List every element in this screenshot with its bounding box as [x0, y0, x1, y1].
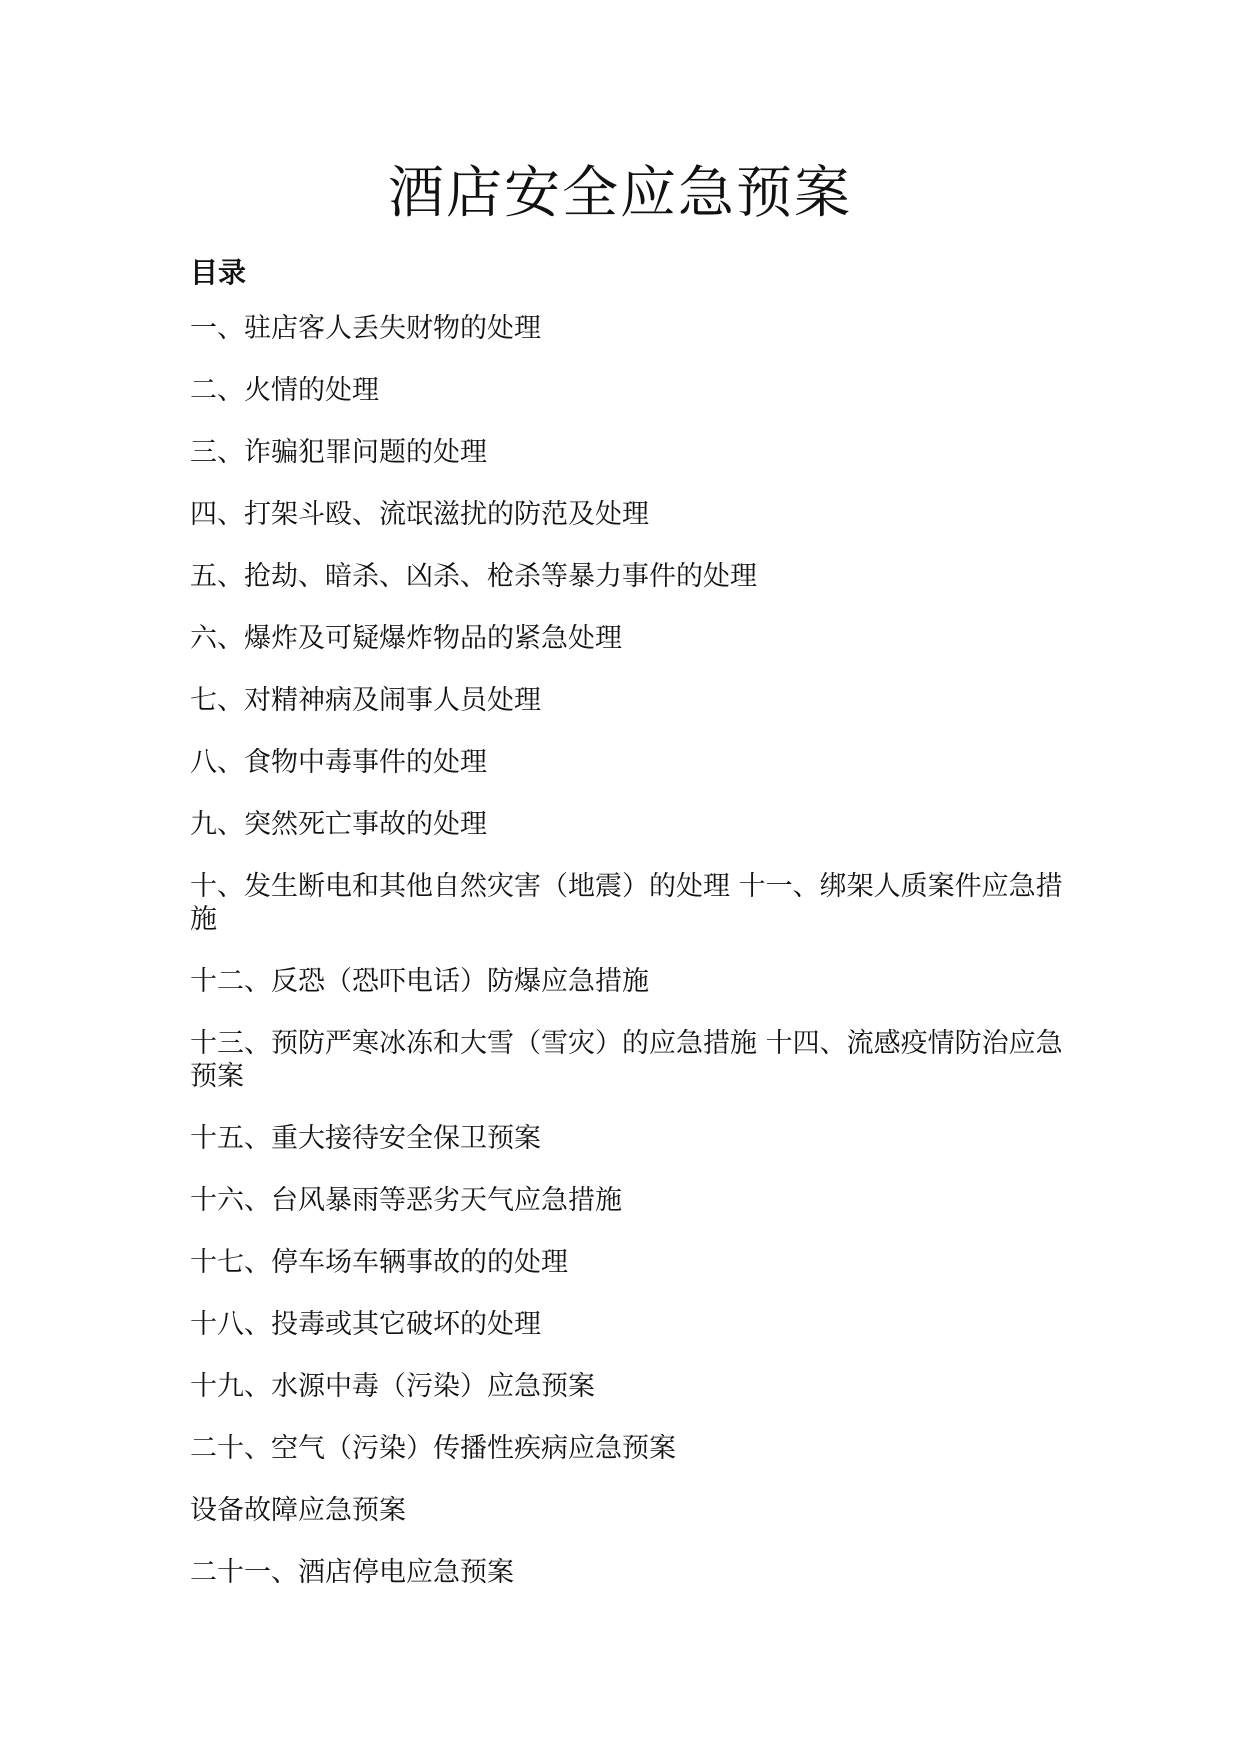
toc-item: 九、突然死亡事故的处理	[190, 809, 487, 840]
toc-item: 四、打架斗殴、流氓滋扰的防范及处理	[190, 499, 649, 530]
table-of-contents	[190, 312, 1070, 1618]
toc-item: 五、抢劫、暗杀、凶杀、枪杀等暴力事件的处理	[190, 561, 757, 592]
toc-item: 七、对精神病及闹事人员处理	[190, 685, 541, 716]
toc-item: 二、火情的处理	[190, 375, 379, 406]
toc-item: 十五、重大接待安全保卫预案	[190, 1123, 541, 1154]
toc-item: 设备故障应急预案	[190, 1495, 406, 1526]
toc-item: 十七、停车场车辆事故的的处理	[190, 1247, 568, 1278]
toc-item: 十、发生断电和其他自然灾害（地震）的处理 十一、绑架人质案件应急措施	[190, 871, 1063, 935]
toc-item: 二十、空气（污染）传播性疾病应急预案	[190, 1433, 676, 1464]
toc-item: 六、爆炸及可疑爆炸物品的紧急处理	[190, 623, 622, 654]
toc-item: 十九、水源中毒（污染）应急预案	[190, 1371, 595, 1402]
toc-heading: 目录	[190, 256, 247, 289]
toc-item: 十八、投毒或其它破坏的处理	[190, 1309, 541, 1340]
toc-item: 十六、台风暴雨等恶劣天气应急措施	[190, 1185, 622, 1216]
toc-item: 一、驻店客人丢失财物的处理	[190, 313, 541, 344]
toc-item: 十二、反恐（恐吓电话）防爆应急措施	[190, 966, 649, 997]
toc-item: 十三、预防严寒冰冻和大雪（雪灾）的应急措施 十四、流感疫情防治应急预案	[190, 1028, 1063, 1092]
document-title: 酒店安全应急预案	[388, 161, 852, 226]
toc-item: 三、诈骗犯罪问题的处理	[190, 437, 487, 468]
toc-item: 八、食物中毒事件的处理	[190, 747, 487, 778]
toc-item: 二十一、酒店停电应急预案	[190, 1557, 514, 1588]
